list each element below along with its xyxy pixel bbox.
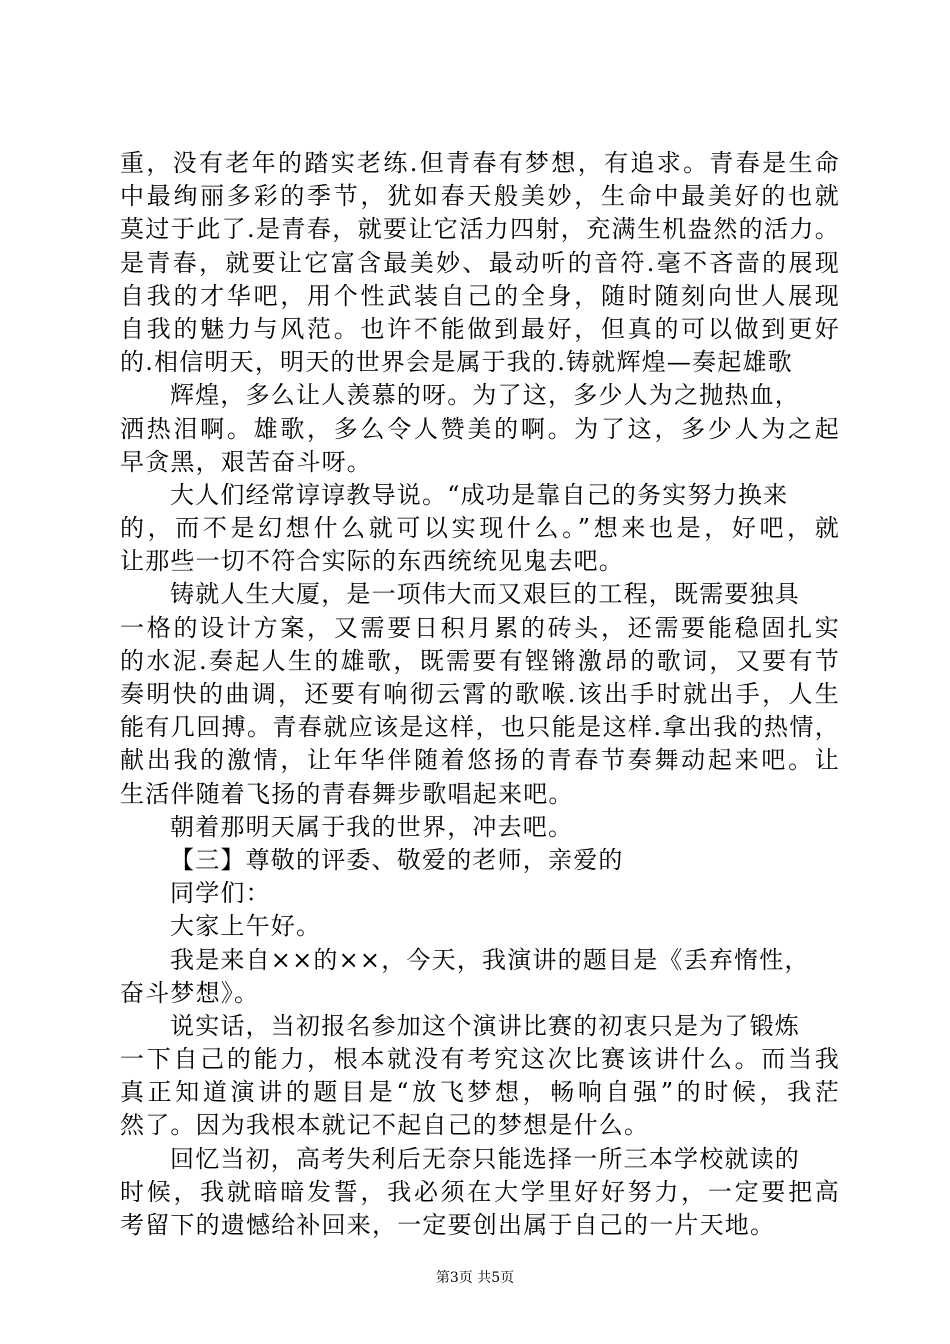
- text-line: 自我的才华吧，用个性武装自己的全身，随时随刻向世人展现: [120, 281, 840, 310]
- text-line: 奏明快的曲调，还要有响彻云霄的歌喉.该出手时就出手，人生: [120, 680, 840, 708]
- text-line: 一格的设计方案，又需要日积月累的砖头，还需要能稳固扎实: [120, 613, 840, 642]
- text-line: 说实话，当初报名参加这个演讲比赛的初衷只是为了锻炼: [170, 1011, 800, 1040]
- text-line: 的，而不是幻想什么就可以实现什么。”想来也是，好吧，就: [120, 514, 840, 543]
- text-line: 早贪黑，艰苦奋斗呀。: [120, 447, 372, 476]
- text-line: 重，没有老年的踏实老练.但青春有梦想，有追求。青春是生命: [120, 149, 840, 177]
- text-line: 一下自己的能力，根本就没有考究这次比赛该讲什么。而当我: [120, 1045, 840, 1074]
- page-footer: 第3页 共5页: [435, 1270, 515, 1286]
- text-line: 铸就人生大厦，是一项伟大而又艰巨的工程，既需要独具: [170, 580, 800, 609]
- text-line: 时候，我就暗暗发誓，我必须在大学里好好努力，一定要把高: [120, 1177, 840, 1206]
- body-text: [120, 147, 840, 1242]
- text-line: 能有几回搏。青春就应该是这样，也只能是这样.拿出我的热情，: [120, 713, 840, 742]
- text-line: 献出我的激情，让年华伴随着悠扬的青春节奏舞动起来吧。让: [120, 746, 840, 775]
- text-line: 的.相信明天，明天的世界会是属于我的.铸就辉煌—奏起雄歌: [120, 348, 793, 377]
- text-line: 真正知道演讲的题目是“放飞梦想，畅响自强”的时候，我茫: [120, 1078, 840, 1107]
- text-line: 回忆当初，高考失利后无奈只能选择一所三本学校就读的: [170, 1144, 800, 1173]
- text-line: 洒热泪啊。雄歌，多么令人赞美的啊。为了这，多少人为之起: [120, 414, 840, 443]
- text-line: 的水泥.奏起人生的雄歌，既需要有铿锵激昂的歌词，又要有节: [120, 646, 840, 675]
- text-line: 然了。因为我根本就记不起自己的梦想是什么。: [120, 1111, 650, 1140]
- text-line: 辉煌，多么让人羡慕的呀。为了这，多少人为之抛热血，: [170, 381, 800, 410]
- text-line: 让那些一切不符合实际的东西统统见鬼去吧。: [120, 547, 624, 576]
- text-line: 我是来自××的××，今天，我演讲的题目是《丢弃惰性，: [170, 945, 810, 974]
- text-line: 奋斗梦想》。: [120, 978, 260, 1007]
- text-line: 中最绚丽多彩的季节，犹如春天般美妙，生命中最美好的也就: [120, 182, 840, 211]
- text-line: 朝着那明天属于我的世界，冲去吧。: [170, 812, 574, 841]
- text-line: 大家上午好。: [170, 912, 322, 941]
- text-line: 自我的魅力与风范。也许不能做到最好，但真的可以做到更好: [120, 314, 840, 343]
- text-line: 生活伴随着飞扬的青春舞步歌唱起来吧。: [120, 779, 574, 808]
- text-line: 莫过于此了.是青春，就要让它活力四射，充满生机盎然的活力。: [120, 215, 840, 244]
- text-line: 大人们经常谆谆教导说。“成功是靠自己的务实努力换来: [170, 480, 789, 509]
- text-line: 【三】尊敬的评委、敬爱的老师，亲爱的: [170, 845, 624, 874]
- text-line: 考留下的遗憾给补回来，一定要创出属于自己的一片天地。: [120, 1211, 776, 1239]
- text-line: 同学们：: [170, 879, 271, 908]
- text-line: 是青春，就要让它富含最美妙、最动听的音符.毫不吝啬的展现: [120, 248, 840, 277]
